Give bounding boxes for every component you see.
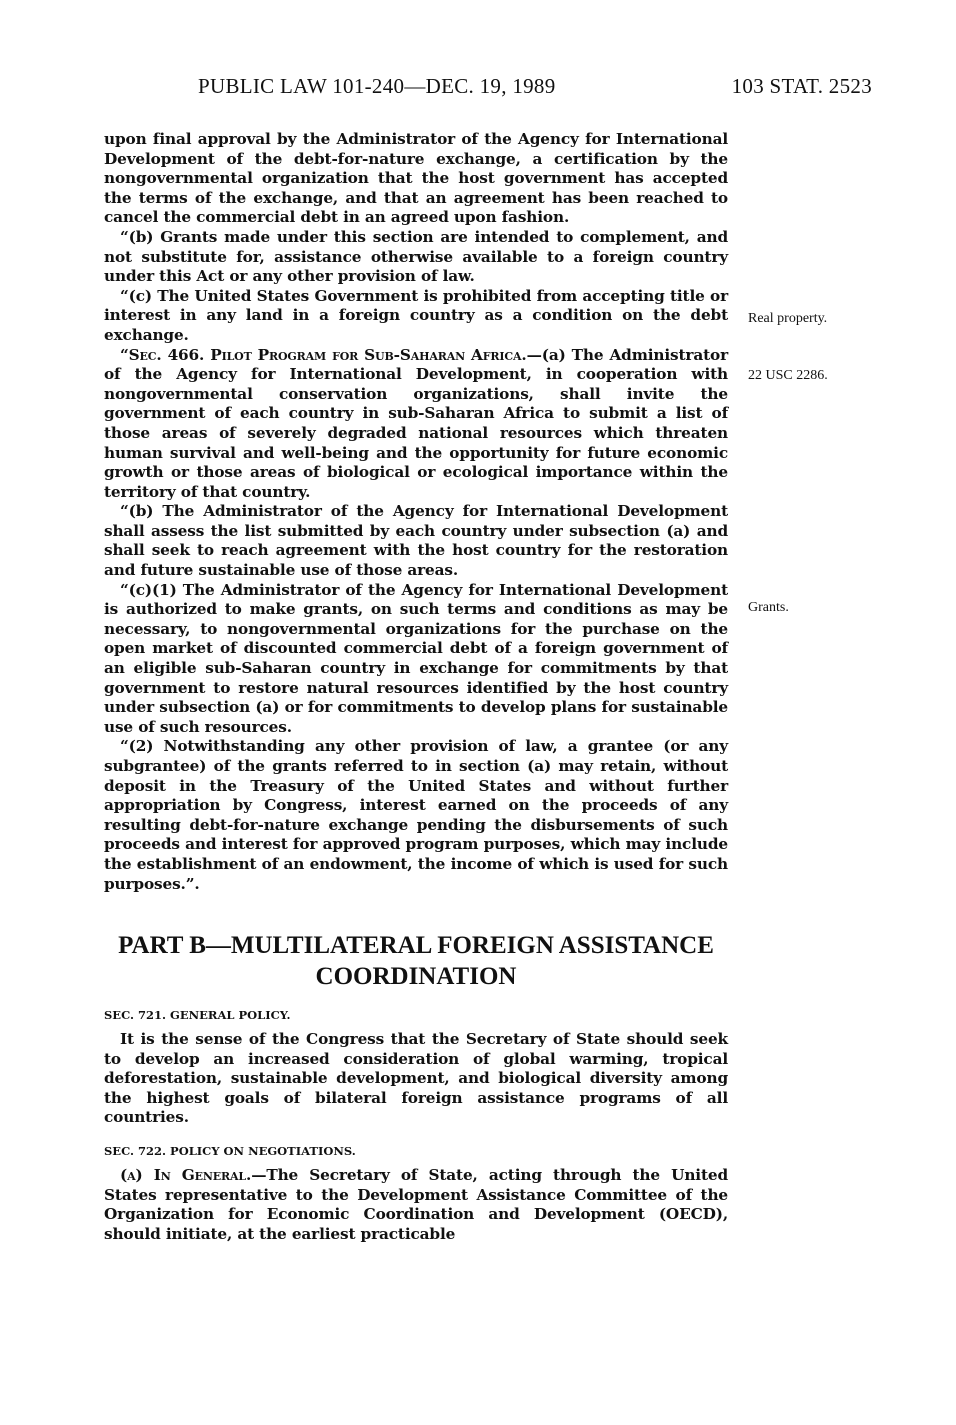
paragraph-c: “(c) The United States Government is prohibited from accepting title or interest in any land in a foreign country as a condition on the debt exchange. xyxy=(104,286,728,344)
margin-note-grants: Grants. xyxy=(748,600,789,615)
paragraph-b: “(b) Grants made under this section are intended to complement, and not substitute for, assistance otherwise available to a foreign country under this Act or any other provision of law. xyxy=(104,227,728,286)
margin-note-usc: 22 USC 2286. xyxy=(748,368,828,383)
section-721-text-block xyxy=(104,1030,728,1128)
section-722-a xyxy=(104,1166,728,1244)
part-title xyxy=(104,930,728,992)
main-text xyxy=(104,130,728,894)
section-466-c1: “(c)(1) The Administrator of the Agency for International Development is authorized to make grants, on such terms and conditions as may be necessary, to nongovernmental organizations for the purchase on the open market of discounted commercial debt of a foreign government of an eligible sub-Saharan country in exchange for commitments by that government to restore natural resources identified by the host country under subsection (a) or for commitments to develop plans for sustainable use of such resources. xyxy=(104,580,728,736)
section-722-text-block xyxy=(104,1166,728,1244)
section-722-a-text: —The Secretary of State, acting through the United States representative to the Development Assistance Committee of the Organization for Economic Coordination and Development (OECD), should initiate, at the earliest practicable xyxy=(104,1166,728,1243)
statute-page-number: 103 STAT. 2523 xyxy=(731,74,872,98)
margin-note-real-property: Real property. xyxy=(748,311,828,326)
section-722-a-lead: (a) In General. xyxy=(120,1166,252,1184)
section-721-heading: SEC. 721. GENERAL POLICY. xyxy=(104,1008,291,1022)
section-721-text: It is the sense of the Congress that the Secretary of State should seek to develop an increased consideration of global warming, tropical deforestation, sustainable development, and biological diversity among the highest goals of bilateral foreign assistance programs of all countries. xyxy=(104,1030,728,1127)
part-title-line-2: COORDINATION xyxy=(315,963,517,990)
section-466-heading: “Sec. 466. Pilot Program for Sub-Saharan Africa. xyxy=(120,345,527,364)
part-title-line-1: PART B—MULTILATERAL FOREIGN ASSISTANCE xyxy=(118,932,714,959)
section-466-a: —(a) The Administrator of the Agency for International Development, in cooperation with nongovernmental conservation organizations, shall invite the government of each country in sub-Saharan Africa to submit a list of those areas of severely degraded national resources which threaten human survival and well-being and the opportunity for future economic growth or those areas of biological or ecological importance within the territory of that country. xyxy=(104,345,728,501)
section-466-b: “(b) The Administrator of the Agency for International Development shall assess the list submitted by each country under subsection (a) and shall seek to reach agreement with the host country for the restoration and future sustainable use of those areas. xyxy=(104,502,728,580)
running-header xyxy=(0,74,956,104)
paragraph-continuation: upon final approval by the Administrator of the Agency for International Development of the debt-for-nature exchange, a certification by the nongovernmental organization that the host government has accepted the terms of the exchange, and that an agreement has been reached to cancel the commercial debt in an agreed upon fashion. xyxy=(104,130,728,227)
section-466-c2: “(2) Notwithstanding any other provision of law, a grantee (or any subgrantee) of the grants referred to in section (a) may retain, without deposit in the Treasury of the United States and without further appropriation by Congress, interest earned on the proceeds of any resulting debt-for-nature exchange pending the disbursements of such proceeds and interest for approved program purposes, which may include the establishment of an endowment, the income of which is used for such purposes.”. xyxy=(104,737,728,893)
section-466 xyxy=(104,346,728,503)
public-law-citation: PUBLIC LAW 101-240—DEC. 19, 1989 xyxy=(198,74,556,98)
section-722-heading: SEC. 722. POLICY ON NEGOTIATIONS. xyxy=(104,1144,356,1158)
